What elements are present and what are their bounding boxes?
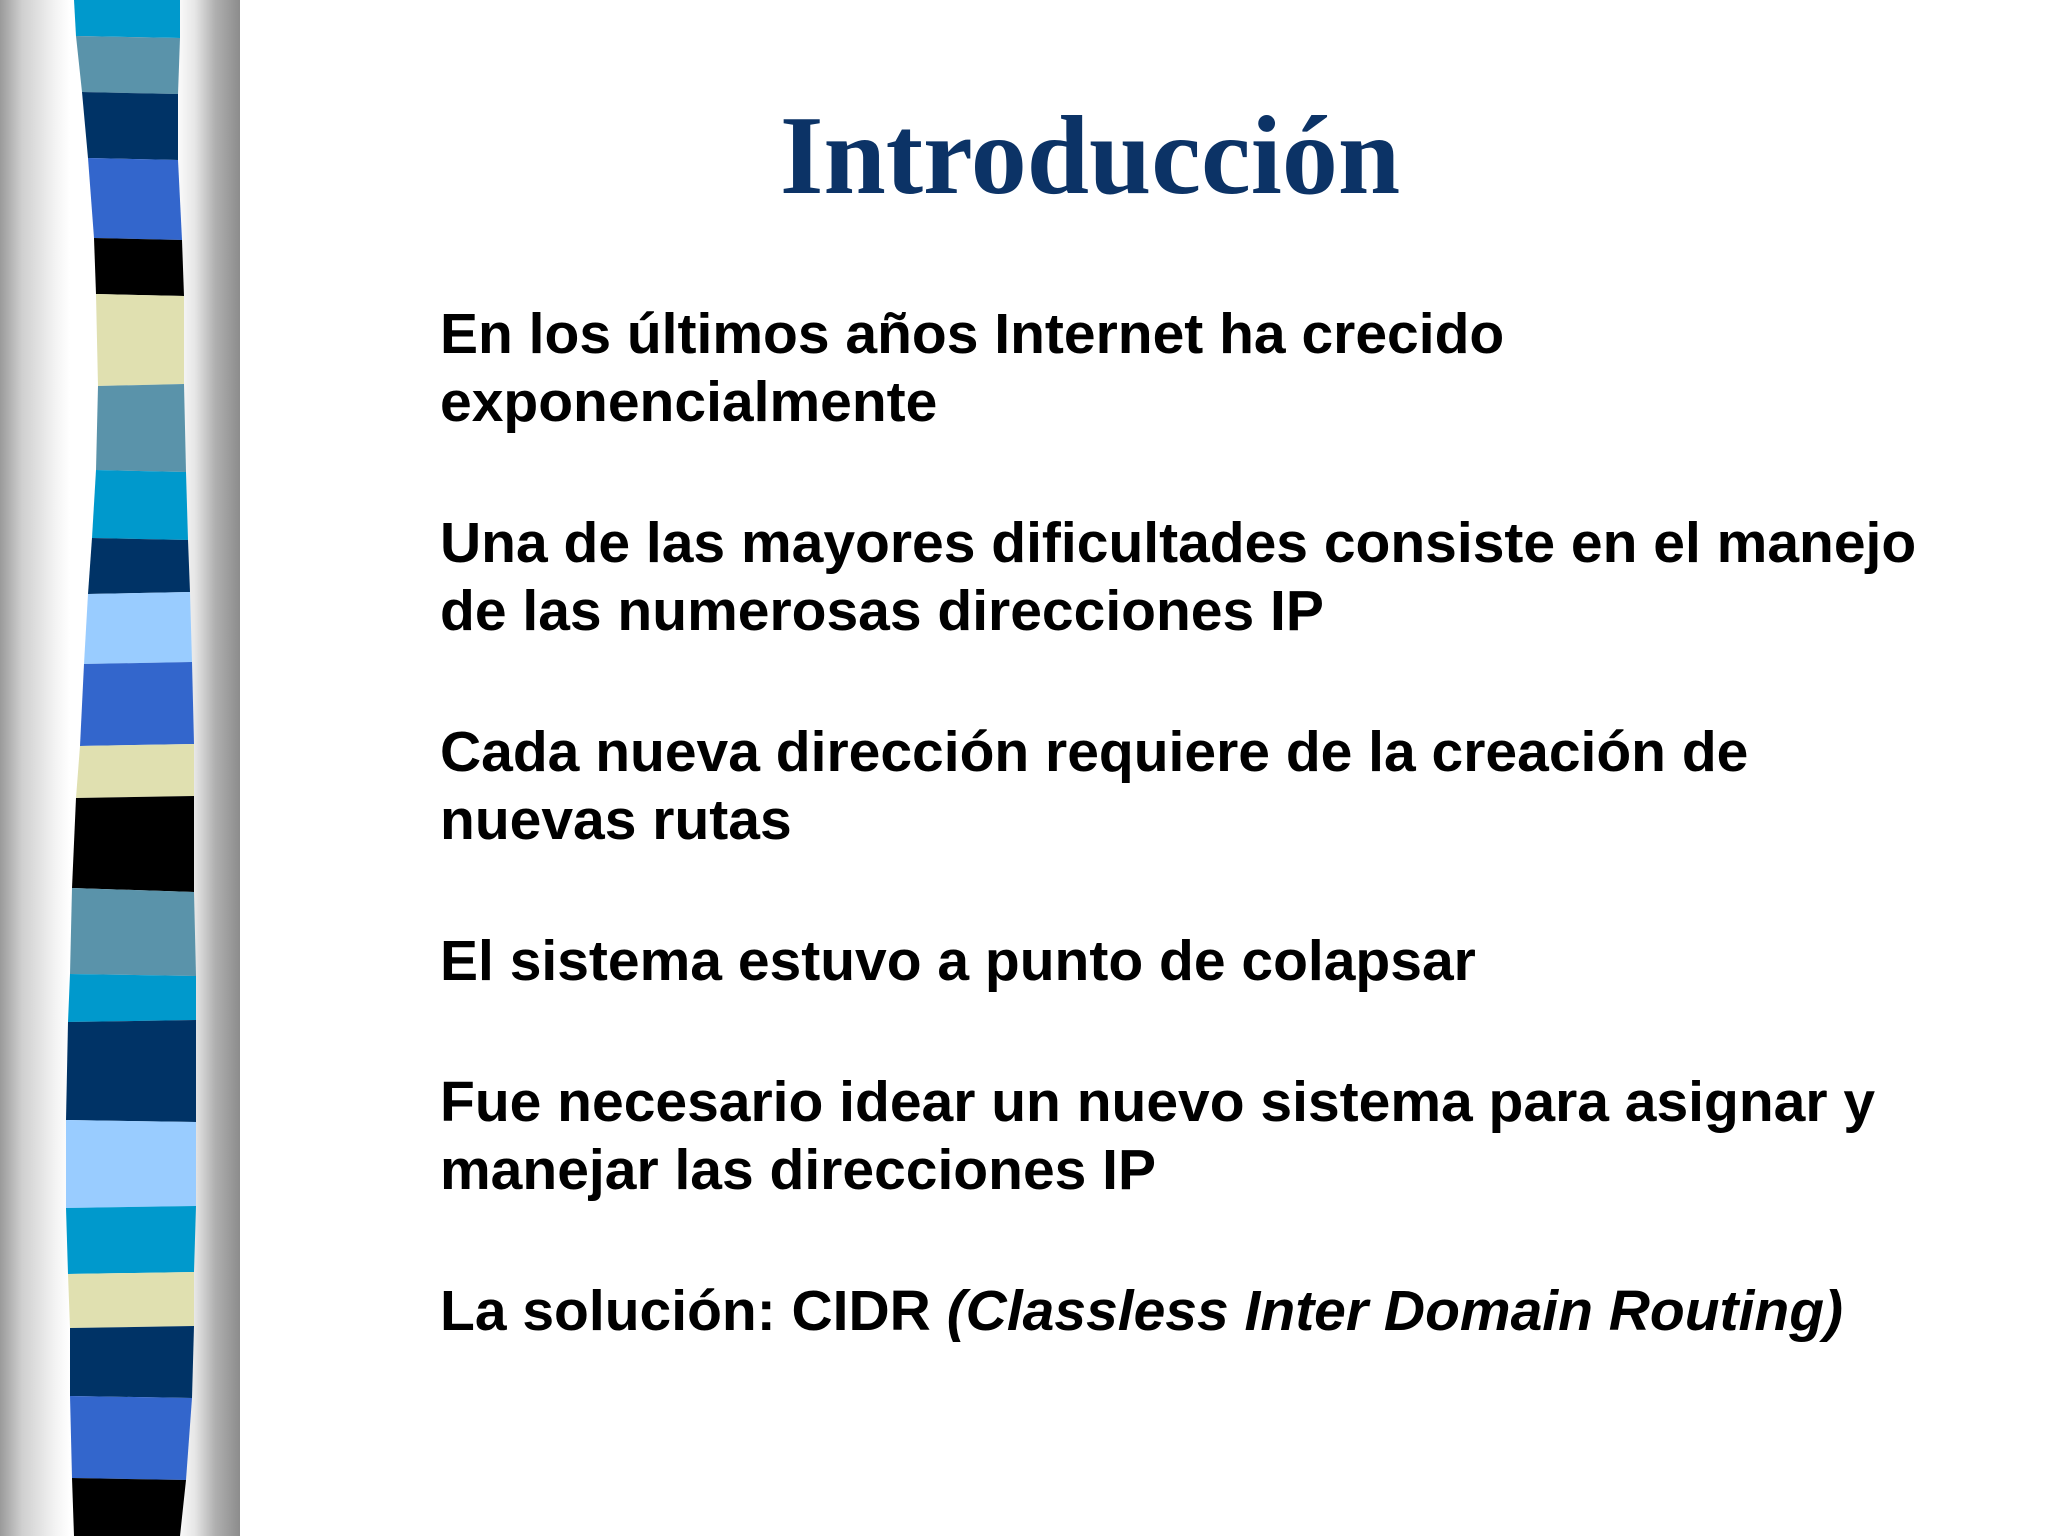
stripe <box>96 384 186 472</box>
stripe <box>72 796 194 892</box>
stripe <box>76 744 194 798</box>
stripe <box>84 592 192 664</box>
stripe <box>70 888 196 976</box>
stripe <box>70 1396 192 1480</box>
stripe <box>80 662 194 746</box>
stripe <box>92 470 188 540</box>
stripe <box>72 1478 186 1536</box>
stripe <box>74 0 180 38</box>
stripe <box>68 1272 194 1328</box>
bullet-item: Fue necesario idear un nuevo sistema para asignar y manejar las direcciones IP <box>440 1070 1876 1202</box>
slide-title: Introducción <box>779 94 1401 218</box>
bullet-list <box>440 300 1920 1418</box>
bullet-item: En los últimos años Internet ha crecido exponencialmente <box>440 302 1505 434</box>
bullet-item: Cada nueva dirección requiere de la creación de nuevas rutas <box>440 720 1749 852</box>
stripe <box>96 294 184 386</box>
bullet-item-cidr <box>440 1277 1920 1345</box>
stripe <box>88 158 182 240</box>
stripe <box>70 1326 194 1398</box>
stripe <box>66 1206 196 1274</box>
stripe <box>82 92 178 160</box>
bullet-text: La solución: CIDR <box>440 1279 947 1343</box>
stripe <box>66 1120 196 1208</box>
stripe <box>66 1020 196 1122</box>
stripe <box>68 974 196 1022</box>
stripe <box>88 538 190 594</box>
stripe <box>94 238 184 296</box>
bullet-item: Una de las mayores dificultades consiste en el manejo de las numerosas direcciones IP <box>440 511 1917 643</box>
bullet-item: El sistema estuvo a punto de colapsar <box>440 929 1476 993</box>
decorative-stripes <box>0 0 240 1536</box>
bullet-italic-text: (Classless Inter Domain Routing) <box>946 1279 1843 1343</box>
stripe <box>76 36 180 94</box>
